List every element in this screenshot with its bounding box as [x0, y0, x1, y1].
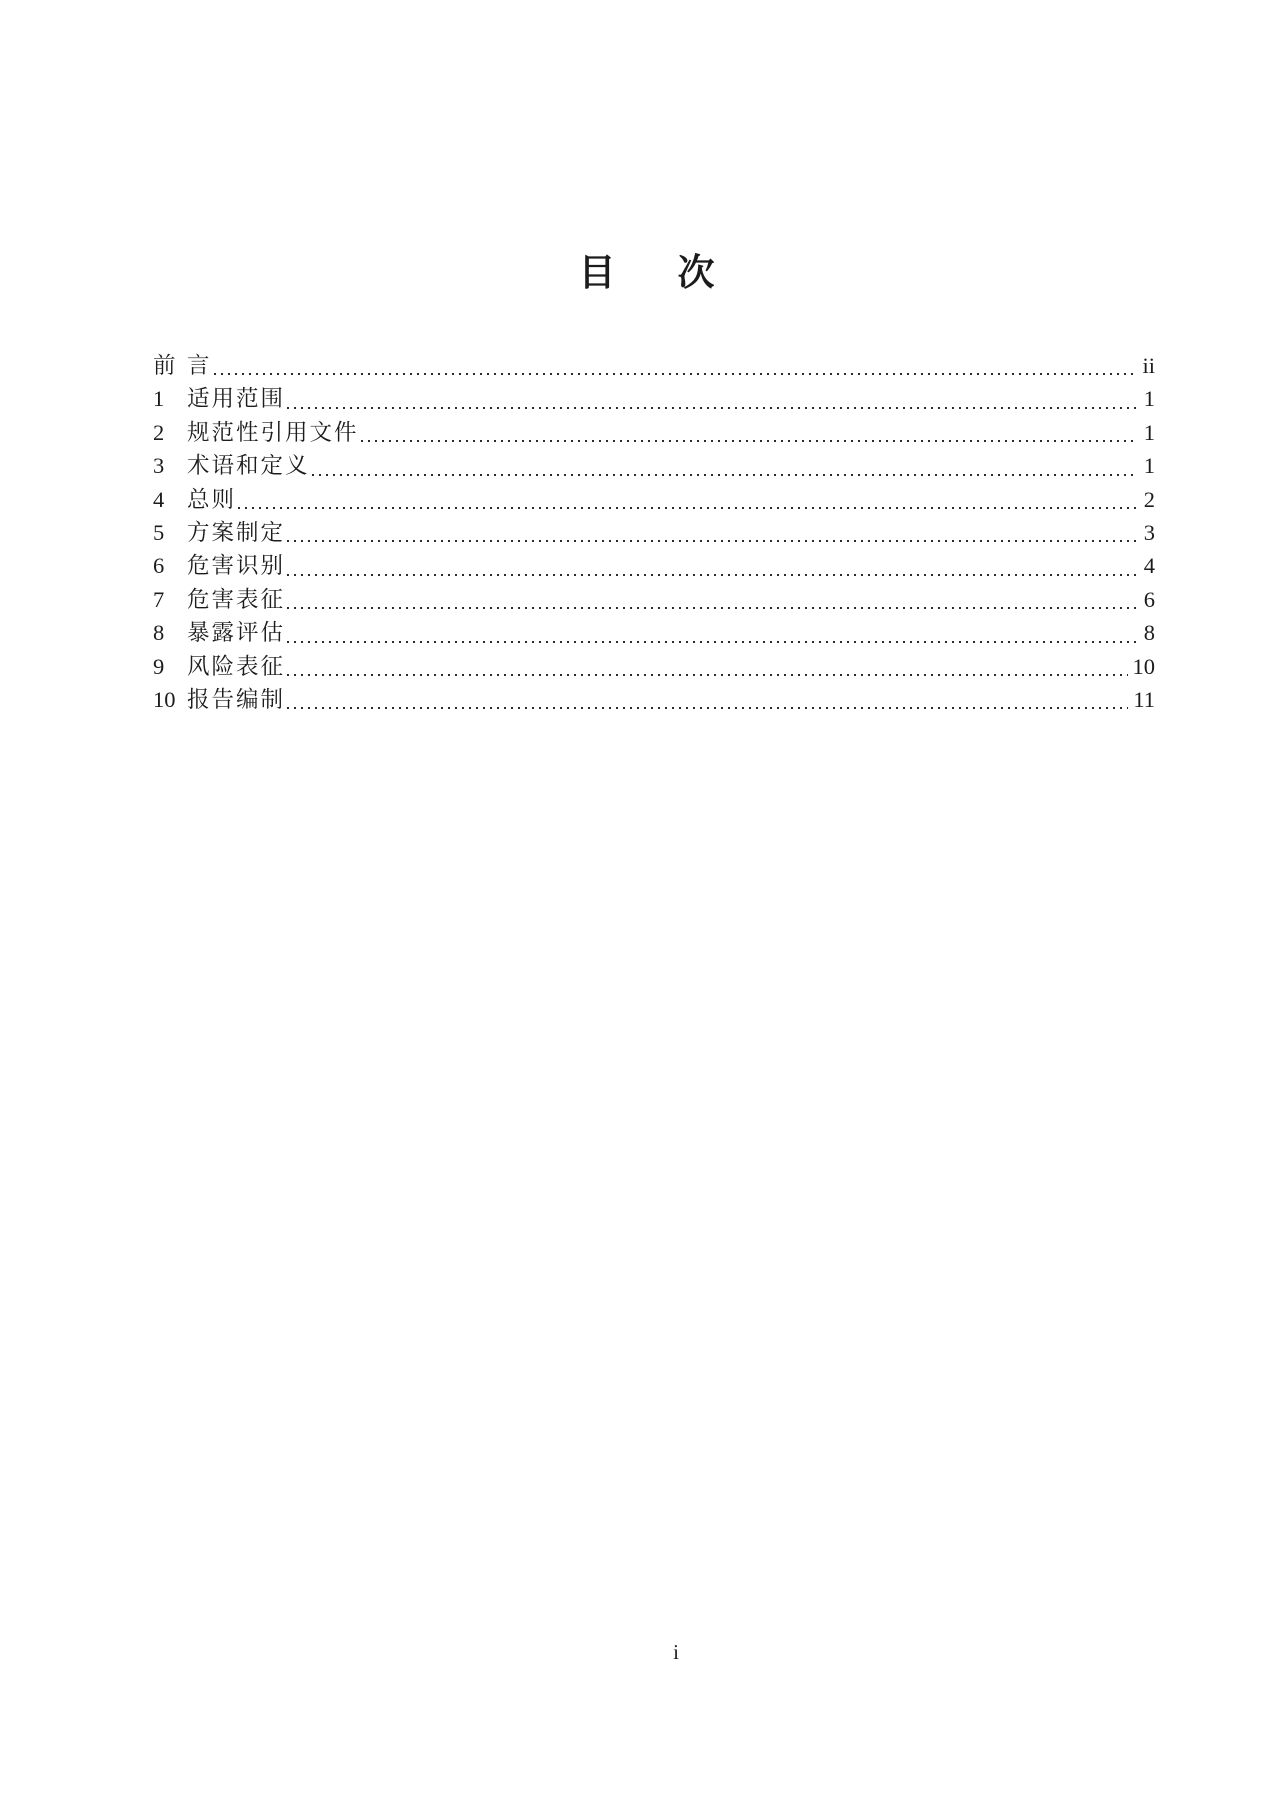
page-title-first-char: 目 [578, 252, 616, 293]
toc-entry-label: 言 [187, 353, 212, 378]
toc-entry-number: 4 [153, 486, 165, 512]
footer-page-number: i [673, 1640, 679, 1664]
toc-entry-label: 危害表征 [187, 586, 286, 612]
toc-row [153, 683, 1155, 716]
toc-entry-page: 11 [1133, 686, 1155, 712]
toc-entry-label: 风险表征 [187, 653, 286, 679]
toc-dot-leader [312, 449, 1136, 482]
toc-entry-number: 前 [153, 353, 176, 378]
toc-row [153, 549, 1155, 582]
page-title [0, 252, 1280, 294]
toc-entry-page: 8 [1143, 620, 1155, 646]
toc-row [153, 382, 1155, 415]
toc-list [153, 349, 1155, 716]
toc-entry-page: 1 [1143, 453, 1155, 479]
toc-entry-label: 规范性引用文件 [187, 419, 359, 445]
toc-dot-leader [238, 483, 1136, 516]
toc-entry-page: 3 [1143, 519, 1155, 545]
toc-entry-page: 1 [1143, 386, 1155, 412]
toc-entry-number: 5 [153, 519, 165, 545]
toc-dot-leader [361, 416, 1136, 449]
toc-entry-page: ii [1142, 353, 1155, 378]
toc-row [153, 516, 1155, 549]
toc-entry-page: 1 [1143, 419, 1155, 445]
toc-entry-label: 危害识别 [187, 553, 286, 579]
toc-entry-number: 10 [153, 686, 176, 712]
toc-entry-label: 方案制定 [187, 519, 286, 545]
toc-entry-number: 6 [153, 553, 165, 579]
toc-dot-leader [287, 516, 1136, 549]
toc-dot-leader [287, 616, 1136, 649]
toc-row [153, 483, 1155, 516]
toc-dot-leader [287, 382, 1136, 415]
toc-row [153, 416, 1155, 449]
toc-entry-label: 暴露评估 [187, 620, 286, 646]
toc-entry-number: 2 [153, 419, 165, 445]
toc-dot-leader [287, 549, 1136, 582]
toc-entry-label: 术语和定义 [187, 453, 310, 479]
toc-entry-label: 总则 [187, 486, 237, 512]
toc-entry-label: 适用范围 [187, 386, 286, 412]
toc-entry-page: 4 [1143, 553, 1155, 579]
toc-dot-leader [287, 650, 1127, 683]
toc-row [153, 583, 1155, 616]
toc-entry-label: 报告编制 [187, 686, 286, 712]
toc-entry-page: 10 [1132, 653, 1155, 679]
toc-entry-number: 7 [153, 586, 165, 612]
toc-dot-leader [287, 583, 1136, 616]
page-title-second-char: 次 [677, 252, 715, 293]
toc-entry-number: 9 [153, 653, 165, 679]
toc-row [153, 650, 1155, 683]
toc-entry-number: 3 [153, 453, 165, 479]
toc-row [153, 616, 1155, 649]
toc-row [153, 449, 1155, 482]
toc-entry-page: 6 [1143, 586, 1155, 612]
toc-entry-number: 8 [153, 620, 165, 646]
toc-dot-leader [287, 683, 1128, 716]
toc-entry-number: 1 [153, 386, 165, 412]
toc-entry-page: 2 [1143, 486, 1155, 512]
toc-dot-leader [214, 349, 1136, 382]
toc-row [153, 349, 1155, 382]
